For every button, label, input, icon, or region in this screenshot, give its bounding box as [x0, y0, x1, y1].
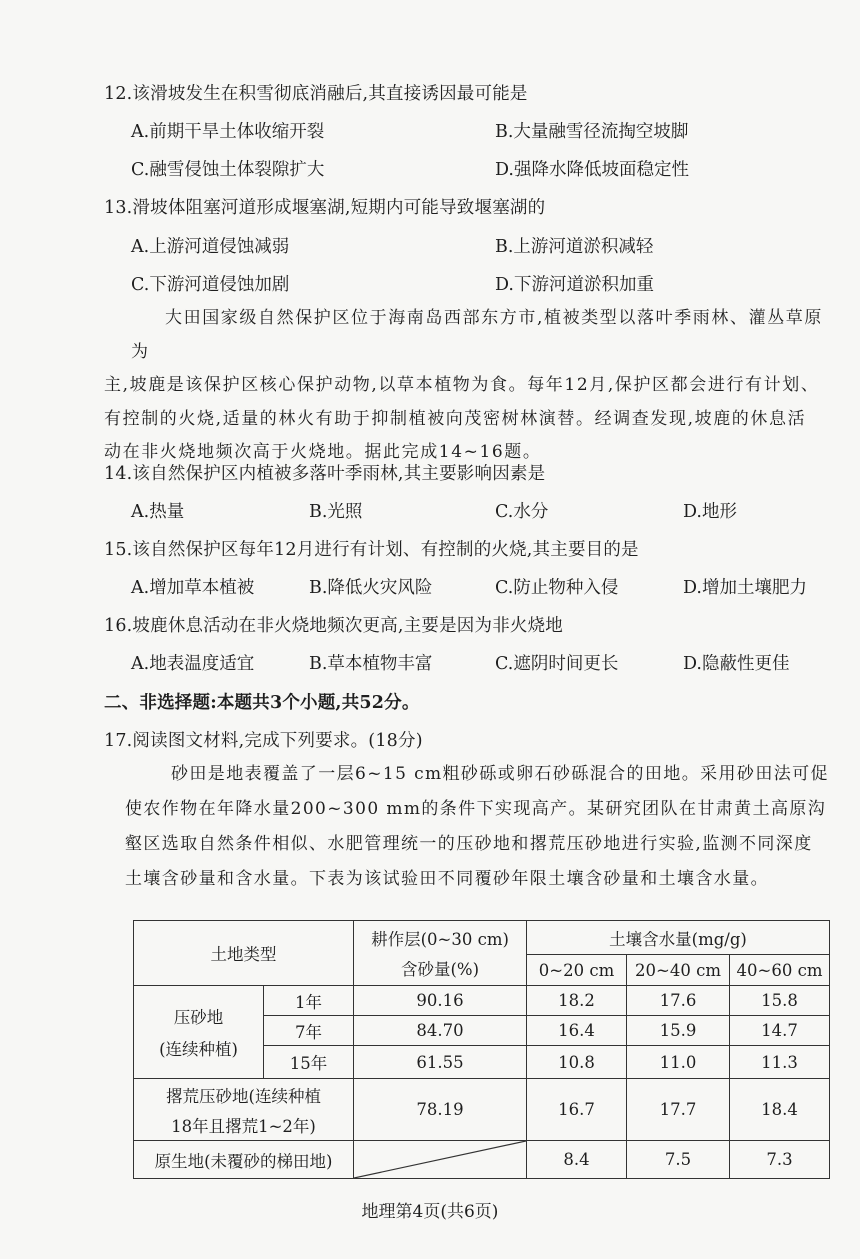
- diagonal-empty-cell: [354, 1141, 527, 1179]
- q12-option-c: C.融雪侵蚀土体裂隙扩大: [131, 160, 325, 180]
- cell-water: 16.4: [527, 1016, 627, 1046]
- abandoned-label-line2: 18年且撂荒1~2年): [171, 1116, 316, 1136]
- table-header-row: [134, 921, 830, 955]
- group-label-yashadi: [134, 986, 264, 1079]
- cell-water: 8.4: [527, 1141, 627, 1179]
- abandoned-label-line1: 撂荒压砂地(连续种植: [166, 1086, 321, 1106]
- q16-option-c: C.遮阴时间更长: [495, 654, 619, 674]
- cell-water: 15.8: [730, 986, 830, 1016]
- header-land-type: 土地类型: [134, 921, 354, 986]
- header-depth-0-20: 0~20 cm: [527, 955, 627, 986]
- cell-water: 15.9: [627, 1016, 730, 1046]
- q16-option-a: A.地表温度适宜: [131, 654, 255, 674]
- cell-sand: 78.19: [354, 1079, 527, 1141]
- table-row: [134, 1141, 830, 1179]
- q14-option-b: B.光照: [309, 502, 363, 522]
- group-label-line1: 压砂地: [173, 1008, 224, 1027]
- passage-shatian: [125, 757, 831, 897]
- passage-line: 砂田是地表覆盖了一层6~15 cm粗砂砾或卵石砂砾混合的田地。采用砂田法可促: [171, 764, 829, 784]
- section-heading: 二、非选择题:本题共3个小题,共52分。: [104, 693, 420, 713]
- passage-line: 大田国家级自然保护区位于海南岛西部东方市,植被类型以落叶季雨林、灌丛草原为: [131, 308, 824, 362]
- q13-option-b: B.上游河道淤积减轻: [495, 237, 654, 257]
- abandoned-label: [134, 1079, 354, 1141]
- cell-water: 10.8: [527, 1046, 627, 1079]
- q15-option-b: B.降低火灾风险: [309, 578, 433, 598]
- passage-line: 壑区选取自然条件相似、水肥管理统一的压砂地和撂荒压砂地进行实验,监测不同深度: [125, 834, 813, 854]
- cell-year: 1年: [264, 986, 354, 1016]
- cell-year: 7年: [264, 1016, 354, 1046]
- q13-option-c: C.下游河道侵蚀加剧: [131, 275, 290, 295]
- q17-stem: 17.阅读图文材料,完成下列要求。(18分): [104, 731, 423, 751]
- diagonal-line: [354, 1141, 526, 1178]
- header-depth-40-60: 40~60 cm: [730, 955, 830, 986]
- page-footer: 地理第4页(共6页): [361, 1202, 499, 1222]
- table-row: [134, 1079, 830, 1141]
- group-label-line2: (连续种植): [159, 1040, 238, 1059]
- q16-stem: 16.坡鹿休息活动在非火烧地频次更高,主要是因为非火烧地: [104, 616, 563, 636]
- cell-water: 14.7: [730, 1016, 830, 1046]
- q14-option-a: A.热量: [131, 502, 185, 522]
- header-sand-line2: 含砂量(%): [400, 960, 480, 979]
- q15-option-d: D.增加土壤肥力: [683, 578, 807, 598]
- q13-option-a: A.上游河道侵蚀减弱: [131, 237, 290, 257]
- cell-water: 7.3: [730, 1141, 830, 1179]
- cell-water: 11.3: [730, 1046, 830, 1079]
- q12-stem: 12.该滑坡发生在积雪彻底消融后,其直接诱因最可能是: [104, 84, 528, 104]
- q12-option-d: D.强降水降低坡面稳定性: [495, 160, 689, 180]
- original-land-label: 原生地(未覆砂的梯田地): [134, 1141, 354, 1179]
- cell-water: 18.4: [730, 1079, 830, 1141]
- table-row: [134, 986, 830, 1016]
- cell-water: 16.7: [527, 1079, 627, 1141]
- cell-water: 11.0: [627, 1046, 730, 1079]
- soil-data-table: [133, 920, 830, 1179]
- q12-option-b: B.大量融雪径流掏空坡脚: [495, 122, 689, 142]
- q15-stem: 15.该自然保护区每年12月进行有计划、有控制的火烧,其主要目的是: [104, 540, 639, 560]
- passage-line: 使农作物在年降水量200~300 mm的条件下实现高产。某研究团队在甘肃黄土高原沟: [125, 799, 827, 819]
- passage-line: 主,坡鹿是该保护区核心保护动物,以草本植物为食。每年12月,保护区都会进行有计划、: [104, 375, 820, 395]
- q14-option-d: D.地形: [683, 502, 737, 522]
- q14-option-c: C.水分: [495, 502, 549, 522]
- passage-baoxiang: [104, 302, 831, 470]
- header-sand-line1: 耕作层(0~30 cm): [371, 930, 509, 949]
- cell-water: 18.2: [527, 986, 627, 1016]
- q13-stem: 13.滑坡体阻塞河道形成堰塞湖,短期内可能导致堰塞湖的: [104, 198, 546, 218]
- cell-sand: 90.16: [354, 986, 527, 1016]
- q15-option-a: A.增加草本植被: [131, 578, 255, 598]
- header-sand-content: [354, 921, 527, 986]
- cell-water: 17.6: [627, 986, 730, 1016]
- cell-year: 15年: [264, 1046, 354, 1079]
- passage-line: 土壤含砂量和含水量。下表为该试验田不同覆砂年限土壤含砂量和土壤含水量。: [125, 869, 769, 889]
- header-depth-20-40: 20~40 cm: [627, 955, 730, 986]
- passage-line: 动在非火烧地频次高于火烧地。据此完成14~16题。: [104, 442, 542, 462]
- cell-water: 7.5: [627, 1141, 730, 1179]
- header-soil-water: 土壤含水量(mg/g): [527, 921, 830, 955]
- cell-sand: 61.55: [354, 1046, 527, 1079]
- cell-sand: 84.70: [354, 1016, 527, 1046]
- q12-option-a: A.前期干旱土体收缩开裂: [131, 122, 325, 142]
- q15-option-c: C.防止物种入侵: [495, 578, 619, 598]
- passage-line: 有控制的火烧,适量的林火有助于抑制植被向茂密树林演替。经调查发现,坡鹿的休息活: [104, 408, 807, 429]
- cell-water: 17.7: [627, 1079, 730, 1141]
- q16-option-b: B.草本植物丰富: [309, 654, 433, 674]
- q14-stem: 14.该自然保护区内植被多落叶季雨林,其主要影响因素是: [104, 464, 546, 484]
- q13-option-d: D.下游河道淤积加重: [495, 275, 654, 295]
- q16-option-d: D.隐蔽性更佳: [683, 654, 790, 674]
